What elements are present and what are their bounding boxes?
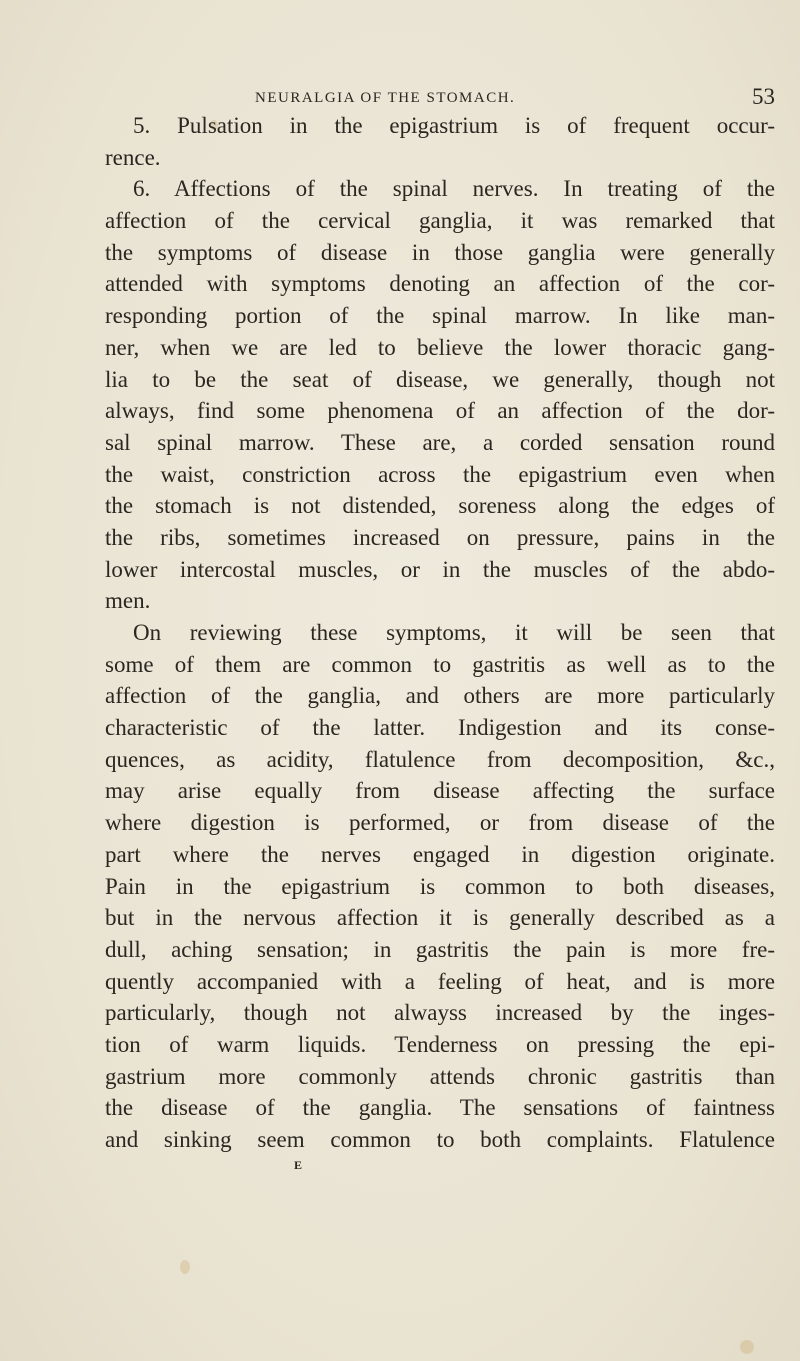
text-line: quences, as acidity, flatulence from decomposition, &c., xyxy=(105,746,775,772)
text-line: 6. Affections of the spinal nerves. In treating of the xyxy=(133,176,775,202)
text-line: and sinking seem common to both complaints. Flatulence xyxy=(105,1127,775,1152)
text-line: affection of the cervical ganglia, it was remarked that xyxy=(105,208,775,234)
text-line: rence. xyxy=(105,144,161,170)
text-line: may arise equally from disease affecting the surface xyxy=(105,778,775,804)
text-line: 5. Pulsation in the epigastrium is of frequent occur- xyxy=(133,113,775,138)
text-line: dull, aching sensation; in gastritis the pain is more fre- xyxy=(105,936,775,962)
running-title: NEURALGIA OF THE STOMACH. xyxy=(255,90,516,106)
text-line: always, find some phenomena of an affection of the dor- xyxy=(105,398,775,424)
text-line: the ribs, sometimes increased on pressure, pains in the xyxy=(105,524,775,550)
page-number: 53 xyxy=(752,84,775,109)
stain xyxy=(740,1340,754,1354)
text-line: where digestion is performed, or from disease of the xyxy=(105,810,775,836)
text-line: lower intercostal muscles, or in the muscles of the abdo- xyxy=(105,556,775,582)
text-line: the symptoms of disease in those ganglia were generally xyxy=(105,239,775,265)
page-header xyxy=(105,84,775,112)
text-line: responding portion of the spinal marrow. In like man- xyxy=(105,303,775,329)
text-line: attended with symptoms denoting an affection of the cor- xyxy=(105,271,775,297)
text-line: men. xyxy=(105,588,151,614)
text-line: Pain in the epigastrium is common to both diseases, xyxy=(105,873,775,899)
text-line: the stomach is not distended, soreness along the edges of xyxy=(105,493,775,519)
text-line: ner, when we are led to believe the lower thoracic gang- xyxy=(105,334,775,360)
text-line: particularly, though not alwayss increased by the inges- xyxy=(105,1000,775,1026)
stain xyxy=(180,1260,190,1274)
text-line: the waist, constriction across the epigastrium even when xyxy=(105,461,775,487)
text-line: gastrium more commonly attends chronic gastritis than xyxy=(105,1063,775,1089)
text-line: On reviewing these symptoms, it will be seen that xyxy=(133,620,775,645)
text-line: the disease of the ganglia. The sensations of faintness xyxy=(105,1095,775,1121)
text-line: characteristic of the latter. Indigestion and its conse- xyxy=(105,715,775,741)
text-line: sal spinal marrow. These are, a corded sensation round xyxy=(105,429,775,455)
text-line: affection of the ganglia, and others are more particularly xyxy=(105,683,775,709)
text-line: lia to be the seat of disease, we generally, though not xyxy=(105,366,775,392)
text-line: tion of warm liquids. Tenderness on pressing the epi- xyxy=(105,1031,775,1057)
text-line: but in the nervous affection it is generally described as a xyxy=(105,905,775,931)
text-line: quently accompanied with a feeling of heat, and is more xyxy=(105,968,775,994)
text-line: part where the nerves engaged in digestion originate. xyxy=(105,841,775,867)
body-text xyxy=(105,110,775,1156)
text-line: some of them are common to gastritis as well as to the xyxy=(105,651,775,677)
signature-mark: E xyxy=(294,1158,303,1172)
